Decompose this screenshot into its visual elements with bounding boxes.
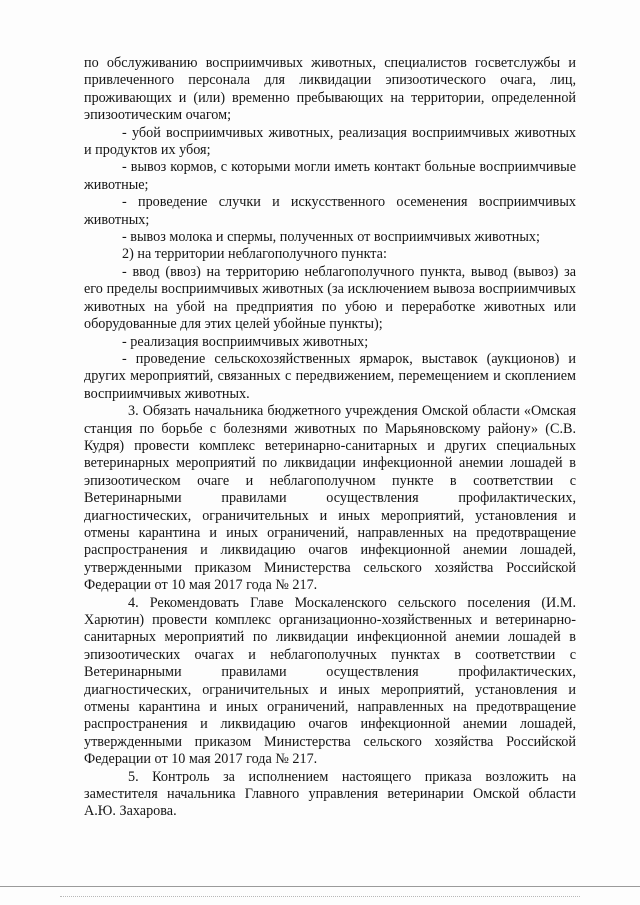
list-item-animal-movement: - ввод (ввоз) на территорию неблагополучного пункта, вывод (вывоз) за его пределы восприимчивых животных (за исключением вывоза восприимчивых животных на убой на предприятия по убою и переработке животных или оборудованные для этих целей убойные пункты); bbox=[84, 263, 576, 333]
section-unfavorable-territory: 2) на территории неблагополучного пункта: bbox=[122, 246, 387, 263]
scan-artifact-line bbox=[60, 896, 580, 897]
paragraph-3-obligation: 3. Обязать начальника бюджетного учреждения Омской области «Омская станция по борьбе с болезнями животных по Марьяновскому району» (С.В. Кудря) провести комплекс ветеринарно-санитарных и других специальных ветеринарных мероприятий по ликвидации инфекционной анемии лошадей в эпизоотическом очаге и неблагополучном пункте в соответствии с Ветеринарными правилами осуществления профилактических, диагностических, ограничительных и иных мероприятий, установления и отмены карантина и иных ограничений, направленных на предотвращение распространения и ликвидацию очагов инфекционной анемии лошадей, утвержденными приказом Министерства сельского хозяйства Российской Федерации от 10 мая 2017 года № 217. bbox=[84, 403, 576, 594]
list-item-slaughter: - убой восприимчивых животных, реализация восприимчивых животных и продуктов их убоя; bbox=[84, 124, 576, 159]
paragraph-personnel-restrictions: по обслуживанию восприимчивых животных, специалистов госветслужбы и привлеченного персонала для ликвидации эпизоотического очага, лиц, проживающих и (или) временно пребывающих на территории, определенной эпизоотическим очагом; bbox=[84, 55, 576, 124]
list-item-fairs: - проведение сельскохозяйственных ярмарок, выставок (аукционов) и других мероприятий, связанных с передвижением, перемещением и скоплением восприимчивых животных. bbox=[84, 350, 576, 402]
paragraph-5-control: 5. Контроль за исполнением настоящего приказа возложить на заместителя начальника Главного управления ветеринарии Омской области А.Ю. Захарова. bbox=[84, 768, 576, 820]
list-item-milk-removal: - вывоз молока и спермы, полученных от восприимчивых животных; bbox=[122, 229, 540, 246]
document-body bbox=[84, 55, 576, 821]
page-bottom-edge bbox=[0, 886, 640, 887]
list-item-breeding: - проведение случки и искусственного осеменения восприимчивых животных; bbox=[84, 194, 576, 228]
list-item-feed-removal: - вывоз кормов, с которыми могли иметь контакт больные восприимчивые животные; bbox=[84, 159, 576, 193]
paragraph-4-recommendation: 4. Рекомендовать Главе Москаленского сельского поселения (И.М. Харютин) провести комплекс организационно-хозяйственных и ветеринарно-санитарных мероприятий по ликвидации инфекционной анемии лошадей в эпизоотических очагах и неблагополучных пунктах в соответствии с Ветеринарными правилами осуществления профилактических, диагностических, ограничительных и иных мероприятий, установления и отмены карантина и иных ограничений, направленных на предотвращение распространения и ликвидацию очагов инфекционной анемии лошадей, утвержденными приказом Министерства сельского хозяйства Российской Федерации от 10 мая 2017 года № 217. bbox=[84, 594, 576, 768]
list-item-animal-sale: - реализация восприимчивых животных; bbox=[122, 333, 369, 350]
